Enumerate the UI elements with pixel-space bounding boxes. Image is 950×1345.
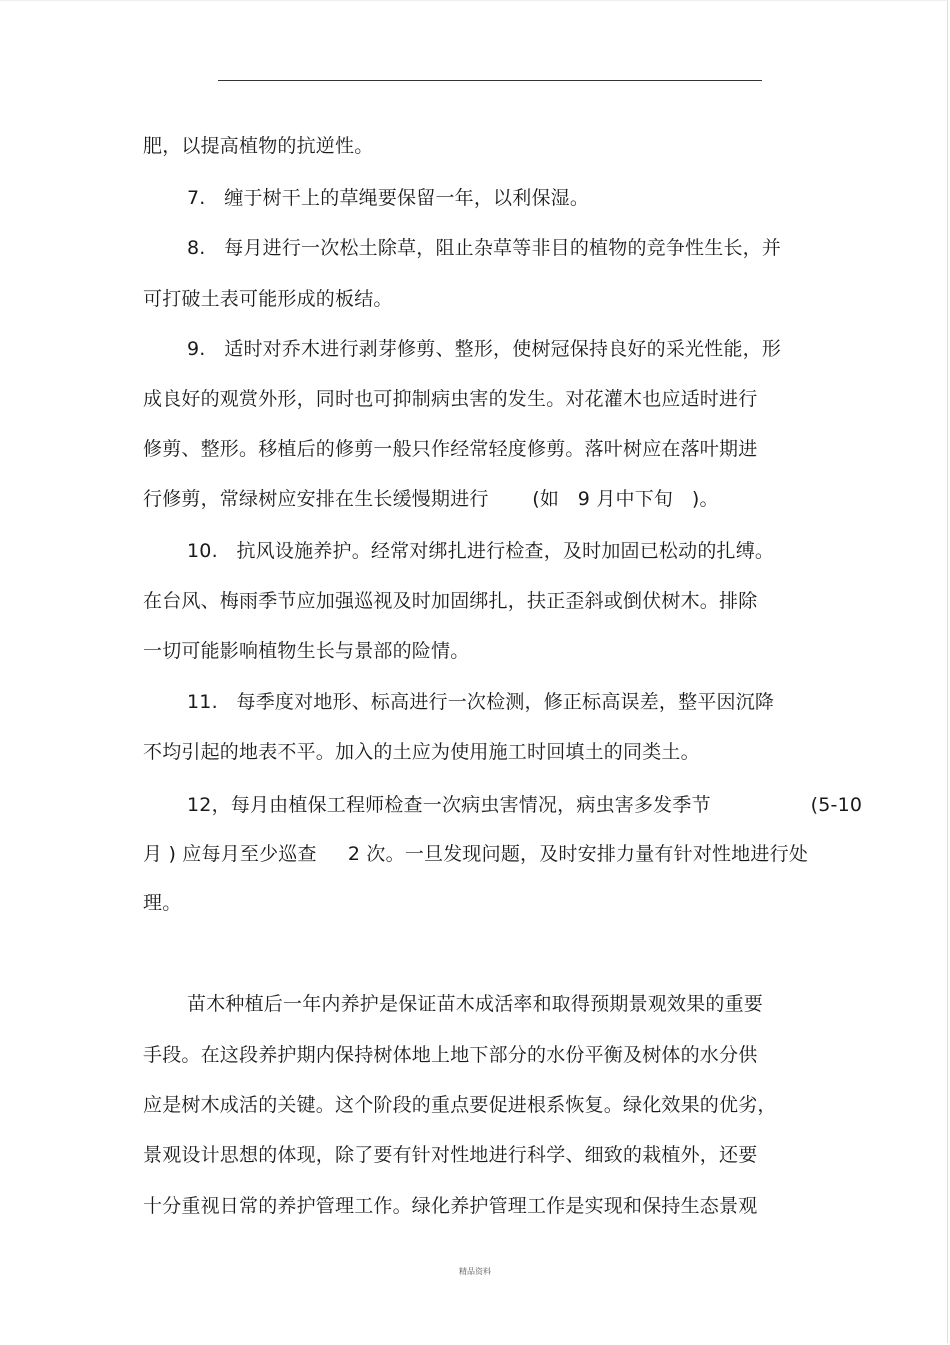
- text-line: 理。: [143, 892, 182, 914]
- text-line: 8. 每月进行一次松土除草，阻止杂草等非目的植物的竞争性生长，并: [187, 237, 782, 259]
- text-line: 在台风、梅雨季节应加强巡视及时加固绑扎，扶正歪斜或倒伏树木。排除: [143, 590, 758, 612]
- text-line: 行修剪，常绿树应安排在生长缓慢期进行 (如 9 月中下旬 )。: [143, 488, 719, 510]
- text-line: 应是树木成活的关键。这个阶段的重点要促进根系恢复。绿化效果的优劣，: [143, 1094, 777, 1116]
- text-line: 7. 缠于树干上的草绳要保留一年，以利保湿。: [187, 187, 590, 209]
- text-line: 修剪、整形。移植后的修剪一般只作经常轻度修剪。落叶树应在落叶期进: [143, 438, 758, 460]
- text-line: 苗木种植后一年内养护是保证苗木成活率和取得预期景观效果的重要: [187, 993, 764, 1015]
- text-line: 10. 抗风设施养护。经常对绑扎进行检查，及时加固已松动的扎缚。: [187, 540, 775, 562]
- text-line: 一切可能影响植物生长与景部的险情。: [143, 640, 470, 662]
- text-line: 肥，以提高植物的抗逆性。: [143, 135, 374, 157]
- text-line: 不均引起的地表不平。加入的土应为使用施工时回填土的同类土。: [143, 741, 700, 763]
- text-line: 9. 适时对乔木进行剥芽修剪、整形，使树冠保持良好的采光性能，形: [187, 338, 782, 360]
- text-line: 12，每月由植保工程师检查一次病虫害情况，病虫害多发季节 (5-10: [187, 794, 863, 816]
- text-line: 可打破土表可能形成的板结。: [143, 288, 393, 310]
- header-rule: [218, 80, 762, 81]
- text-line: 11. 每季度对地形、标高进行一次检测，修正标高误差，整平因沉降: [187, 691, 775, 713]
- text-line: 十分重视日常的养护管理工作。绿化养护管理工作是实现和保持生态景观: [143, 1195, 758, 1217]
- text-line: 成良好的观赏外形，同时也可抑制病虫害的发生。对花灌木也应适时进行: [143, 388, 758, 410]
- text-line: 景观设计思想的体现，除了要有针对性地进行科学、细致的栽植外，还要: [143, 1144, 758, 1166]
- text-line: 手段。在这段养护期内保持树体地上地下部分的水份平衡及树体的水分供: [143, 1044, 758, 1066]
- text-line: 月 ) 应每月至少巡查 2 次。一旦发现问题，及时安排力量有针对性地进行处: [143, 843, 809, 865]
- page-footer: 精品资料: [459, 1267, 491, 1276]
